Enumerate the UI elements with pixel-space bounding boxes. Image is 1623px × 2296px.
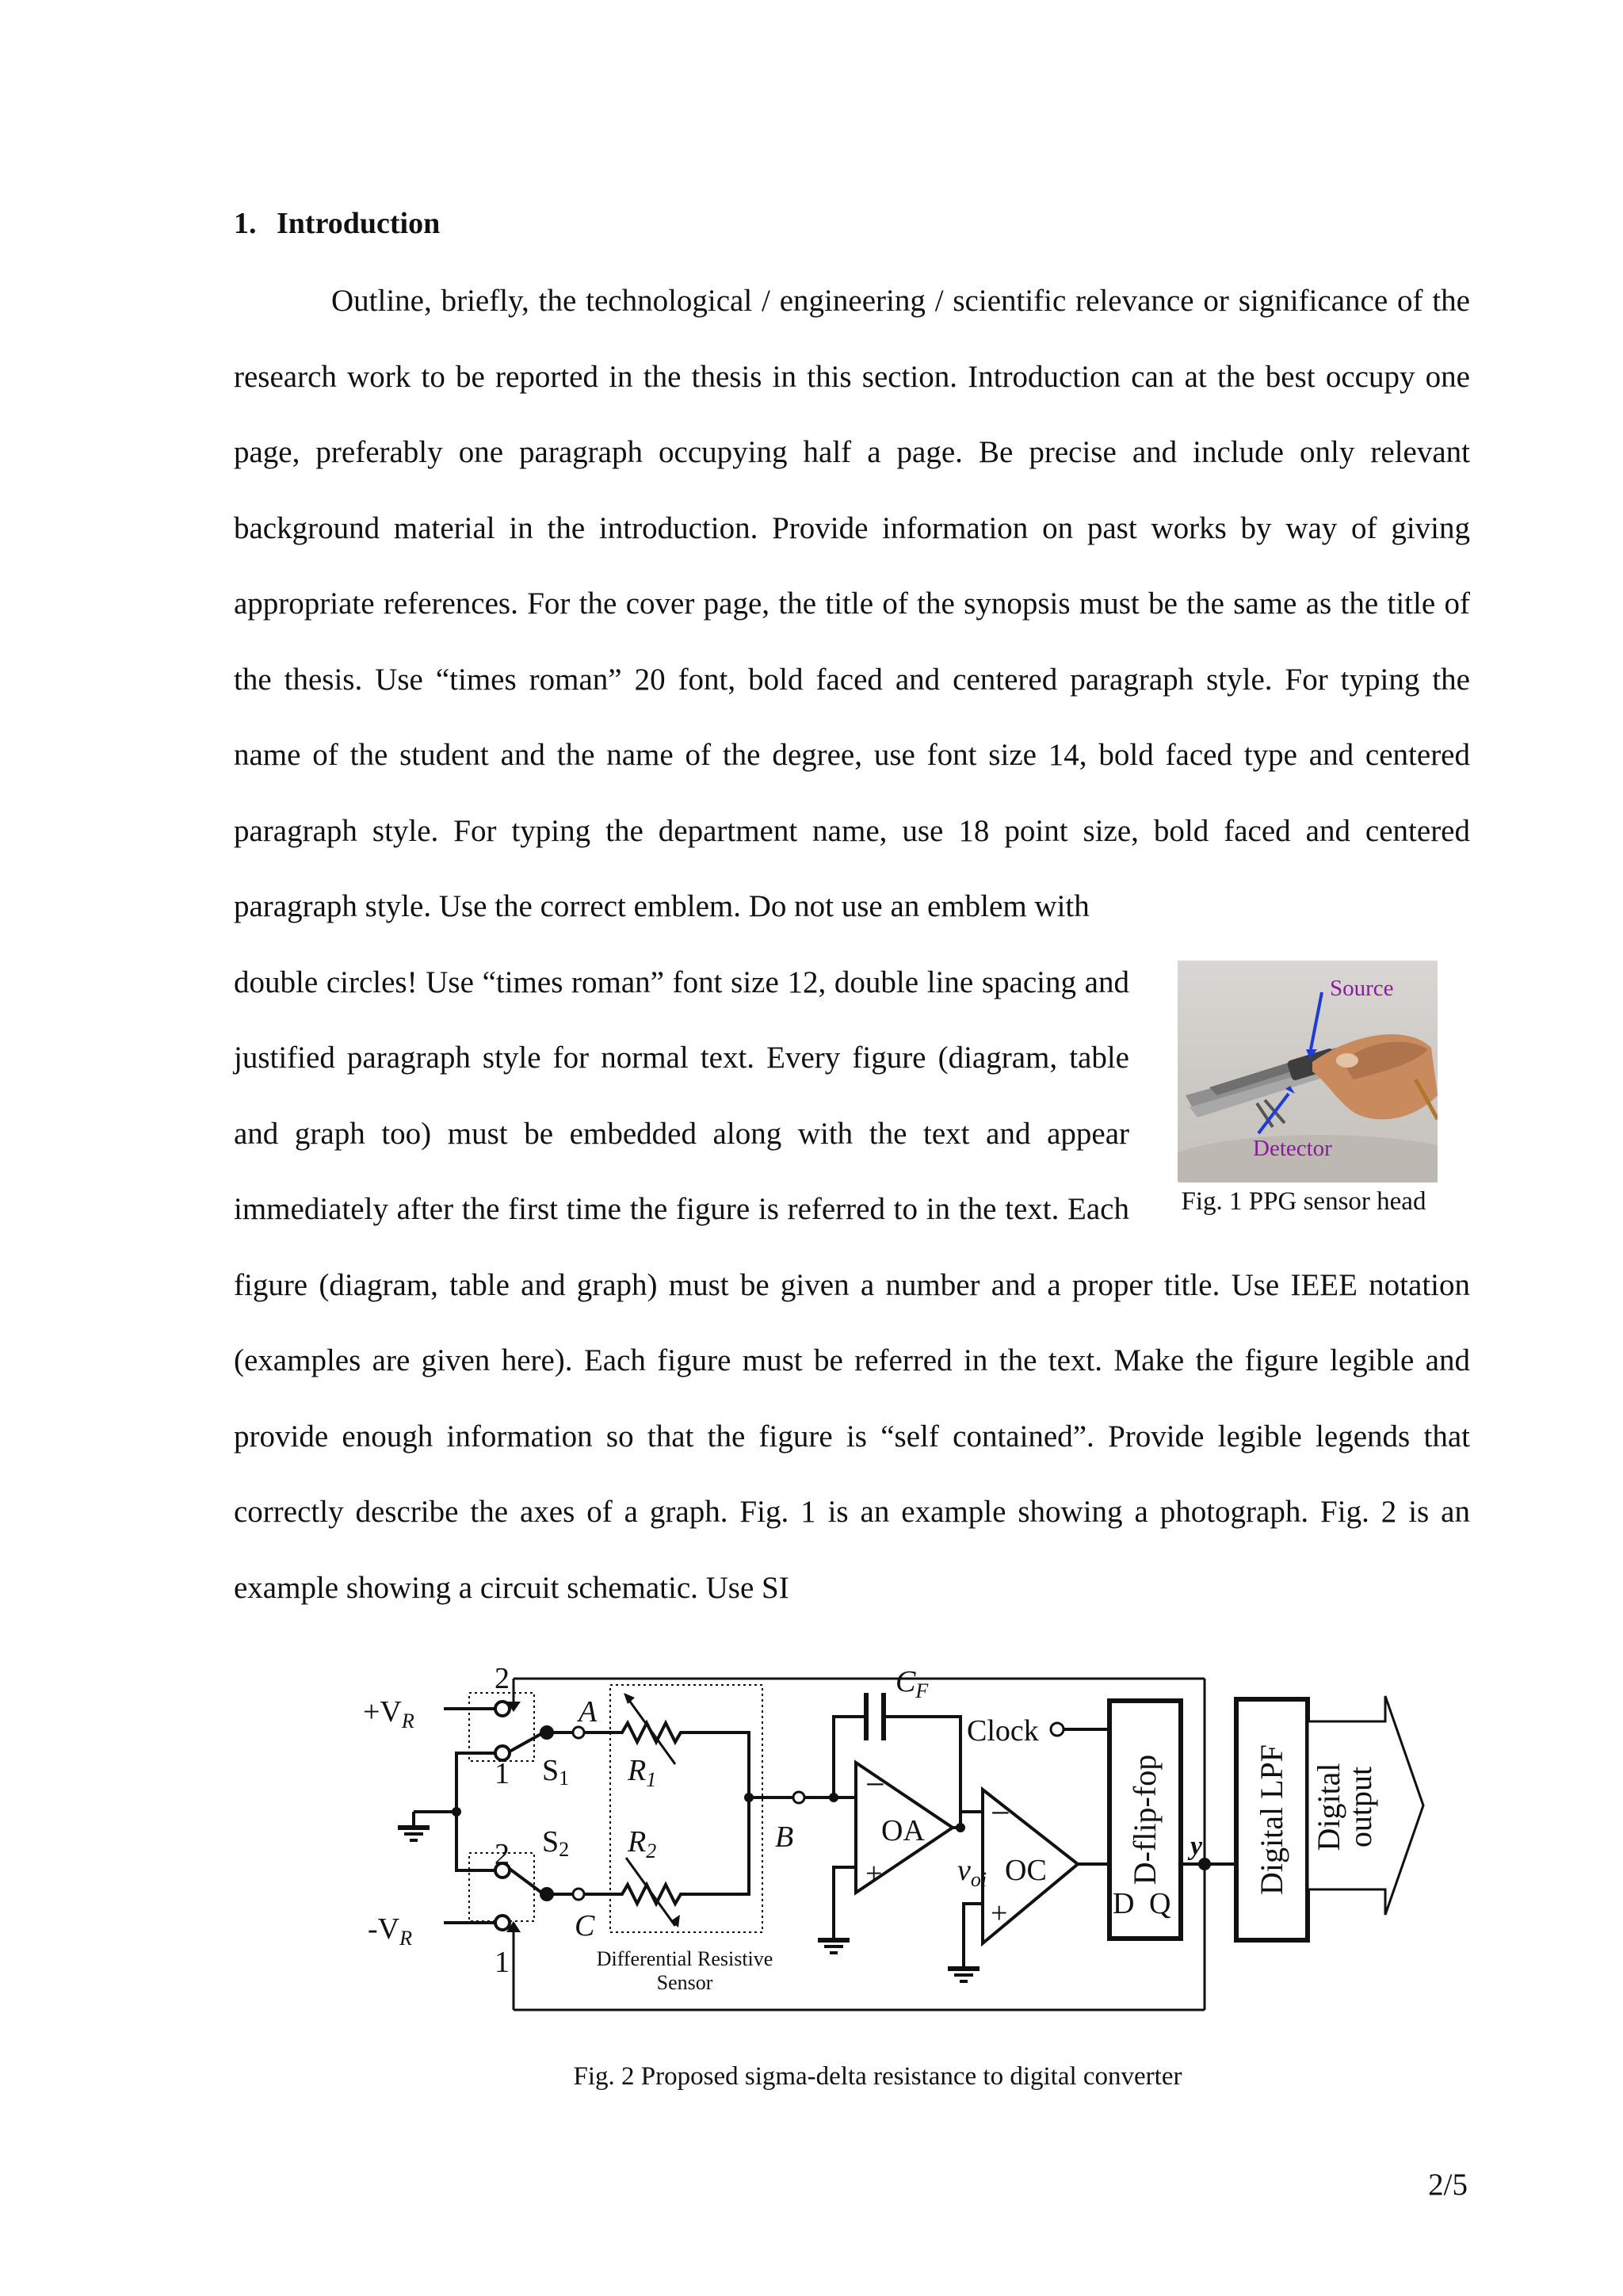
s1-position-1-label: 1 <box>495 1757 510 1790</box>
switch-s2-arm <box>510 1869 544 1894</box>
circuit-schematic <box>349 1656 1442 2061</box>
figure-2 <box>349 1656 1442 2116</box>
y-label: y <box>1190 1832 1203 1861</box>
sensor-label-line-2: Sensor <box>656 1971 713 1994</box>
page-number: 2/5 <box>1428 2168 1468 2202</box>
s1-position-2-label: 2 <box>495 1662 510 1695</box>
sensor-label-line-1: Differential Resistive <box>596 1947 773 1970</box>
flip-flop-label: D-flip-fop <box>1127 1754 1163 1885</box>
oc-plus-label: + <box>991 1897 1008 1930</box>
output-label-line-1: Digital <box>1311 1763 1346 1851</box>
switch-s1-label: S1 <box>542 1754 570 1790</box>
r1-label: $R_1$ <box>628 1754 657 1791</box>
resistor-r2 <box>584 1797 749 1904</box>
opamp-oa-label: OA <box>881 1814 925 1847</box>
output-label-line-2: output <box>1342 1766 1378 1848</box>
ppg-sensor-photo <box>1178 961 1438 1182</box>
ff-q-pin-label: Q <box>1149 1887 1171 1920</box>
s2-position-1-label: 1 <box>495 1946 510 1979</box>
comparator-oc-label: OC <box>1005 1854 1047 1887</box>
lpf-label: Digital LPF <box>1254 1744 1289 1896</box>
paragraph-figures: double circles! Use “times roman” font size 12, double line spacing and justified paragraph style for normal text. Every figure (diagram, table and graph too) must be embedded along with the text and appear immediately after the first time the figure is referred to in the text. Each figure (diagram, table and graph) must be given a number and a proper title. Use IEEE notation (examples are given here). Each figure must be referred in the text. Make the figure legible and provide enough information so that the figure is “self contained”. Provide legible legends that correctly describe the axes of a graph. Fig. 1 is an example showing a photograph. Fig. 2 is an example showing a circuit schematic. Use SI <box>234 965 1470 1605</box>
oa-plus-label: + <box>865 1857 883 1890</box>
r1-adjust-arrow <box>624 1693 635 1704</box>
switch-s1-contact-2 <box>495 1702 510 1716</box>
detector-label: Detector <box>1253 1135 1332 1161</box>
ppg-sensor-illustration <box>1178 961 1438 1182</box>
figure-2-caption: Fig. 2 Proposed sigma-delta resistance to digital converter <box>573 2062 1182 2091</box>
switch-s2-pivot <box>540 1887 554 1901</box>
s2-position-2-label: 2 <box>495 1838 510 1871</box>
node-a-terminal <box>573 1727 584 1738</box>
node-c-label: C <box>575 1909 595 1943</box>
body-text <box>234 263 1470 1626</box>
pos-ref-label: $+V_R$ <box>363 1695 414 1733</box>
opamp-oa-ground-wire <box>834 1867 856 1940</box>
voi-label: $v_{oi}$ <box>957 1854 987 1891</box>
clock-label: Clock <box>967 1714 1039 1748</box>
clock-terminal <box>1051 1723 1064 1736</box>
cf-label: $C_F$ <box>896 1665 929 1702</box>
switch-s1-arm <box>510 1733 544 1752</box>
node-b-label: B <box>775 1820 794 1854</box>
section-number: 1. <box>234 207 257 240</box>
switch-s2-label: S2 <box>542 1825 570 1861</box>
node-c-terminal <box>573 1889 584 1900</box>
node-a-label: A <box>579 1695 598 1729</box>
figure-1-caption: Fig. 1 PPG sensor head <box>1181 1186 1426 1216</box>
ff-d-pin-label: D <box>1113 1887 1135 1920</box>
section-title: Introduction <box>277 207 441 240</box>
neg-ref-label: $-V_R$ <box>368 1912 412 1950</box>
figure-1 <box>1137 945 1470 1246</box>
node-b-terminal <box>793 1792 804 1803</box>
source-label: Source <box>1330 975 1394 1001</box>
section-heading <box>234 201 440 246</box>
oc-minus-label: − <box>991 1794 1010 1832</box>
paragraph-intro: Outline, briefly, the technological / engineering / scientific relevance or significance of the research work to be reported in the thesis in this section. Introduction can at the best occupy one page, preferably one paragraph occupying half a page. Be precise and include only relevant background material in the introduction. Provide information on past works by way of giving appropriate references. For the cover page, the title of the synopsis must be the same as the title of the thesis. Use “times roman” 20 font, bold faced and centered paragraph style. For typing the name of the student and the name of the degree, use font size 14, bold faced type and centered paragraph style. For typing the department name, use 18 point size, bold faced and centered paragraph style. Use the correct emblem. Do not use an emblem with <box>234 284 1470 923</box>
switch-s1-pivot <box>540 1725 554 1740</box>
r2-label: $R_2$ <box>628 1825 657 1862</box>
switch-s2-contact-1 <box>495 1916 510 1930</box>
oa-minus-label: − <box>865 1765 885 1804</box>
